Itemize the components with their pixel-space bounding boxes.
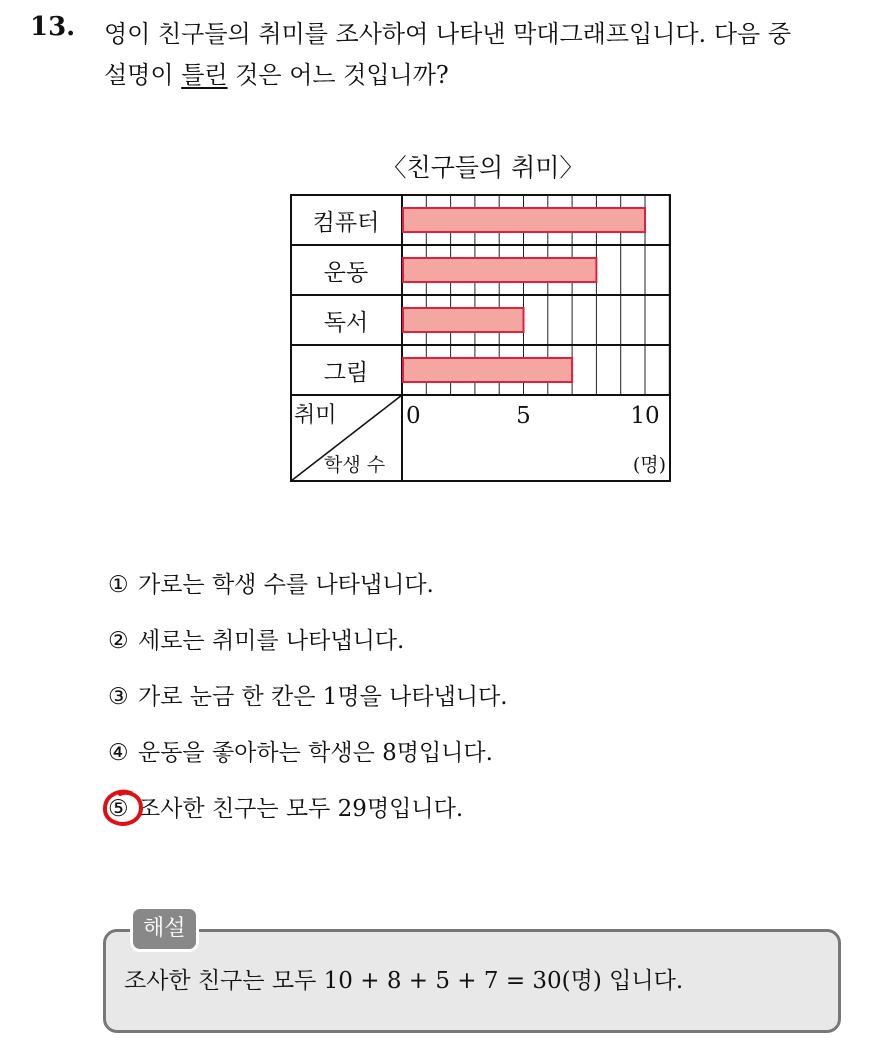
question-line-1: 영이 친구들의 취미를 조사하여 나타낸 막대그래프입니다. 다음 중	[104, 20, 791, 48]
option-3-text: 가로 눈금 한 칸은 1명을 나타냅니다.	[138, 684, 508, 710]
option-3[interactable]	[108, 678, 508, 711]
option-5[interactable]	[108, 790, 463, 823]
bar	[403, 308, 524, 332]
solution-label: 해설	[130, 906, 199, 952]
underlined-word: 틀린	[181, 61, 228, 89]
category-label: 그림	[323, 360, 369, 386]
category-label: 컴퓨터	[312, 210, 380, 236]
option-1[interactable]	[108, 566, 434, 599]
chart-border	[291, 195, 670, 481]
tick-label: 0	[406, 403, 421, 429]
tick-label: 5	[516, 403, 531, 429]
row-header: 취미	[294, 403, 337, 428]
bar-chart	[290, 194, 672, 484]
option-5-marker: ⑤	[108, 796, 129, 822]
bar	[403, 208, 645, 232]
option-2-text: 세로는 취미를 나타냅니다.	[138, 628, 405, 654]
option-5-text: 조사한 친구는 모두 29명입니다.	[138, 796, 464, 822]
option-4[interactable]	[108, 734, 493, 767]
option-2[interactable]	[108, 622, 404, 655]
bar	[403, 358, 572, 382]
chart-grid	[291, 195, 670, 481]
option-4-text: 운동을 좋아하는 학생은 8명입니다.	[138, 740, 493, 766]
bar	[403, 258, 596, 282]
question-number: 13.	[30, 12, 76, 42]
answer-circle-icon	[101, 787, 147, 829]
tick-label: 10	[630, 403, 660, 429]
column-header: 학생 수	[324, 454, 386, 476]
unit-label: (명)	[632, 454, 666, 476]
option-4-marker: ④	[108, 740, 129, 766]
question-line-2-pre: 설명이	[104, 61, 182, 89]
option-2-marker: ②	[108, 628, 129, 654]
chart-title: 〈친구들의 취미〉	[381, 153, 585, 182]
option-1-marker: ①	[108, 572, 129, 598]
question-line-2	[104, 55, 449, 90]
category-label: 운동	[323, 260, 369, 286]
category-label: 독서	[323, 310, 369, 336]
solution-text: 조사한 친구는 모두 10 + 8 + 5 + 7 = 30(명) 입니다.	[124, 968, 684, 994]
option-1-text: 가로는 학생 수를 나타냅니다.	[138, 572, 434, 598]
question-line-2-post: 것은 어느 것입니까?	[227, 61, 449, 89]
option-3-marker: ③	[108, 684, 129, 710]
